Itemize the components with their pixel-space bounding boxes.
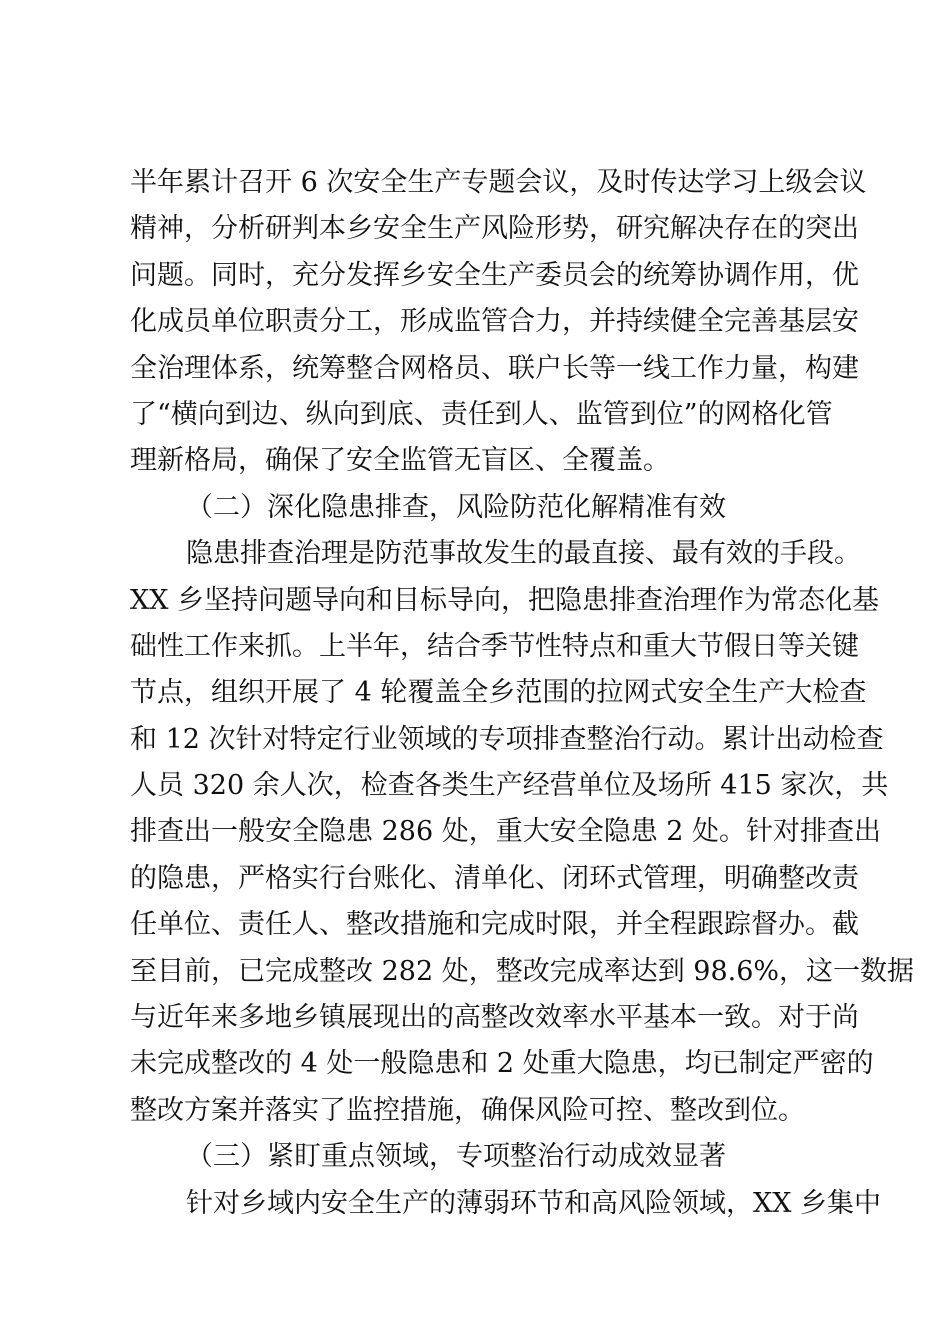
text-line: XX 乡坚持问题导向和目标导向，把隐患排查治理作为常态化基 [130, 584, 880, 616]
section-heading: （二）深化隐患排查，风险防范化解精准有效 [186, 491, 726, 523]
text-line: 针对乡域内安全生产的薄弱环节和高风险领域，XX 乡集中 [186, 1187, 882, 1219]
text-line: 任单位、责任人、整改措施和完成时限，并全程跟踪督办。截 [130, 909, 859, 941]
text-line: 人员 320 余人次，检查各类生产经营单位及场所 415 家次，共 [130, 770, 889, 802]
text-line: 未完成整改的 4 处一般隐患和 2 处重大隐患，均已制定严密的 [130, 1048, 874, 1080]
text-line: 整改方案并落实了监控措施，确保风险可控、整改到位。 [130, 1094, 805, 1126]
text-line: 理新格局，确保了安全监管无盲区、全覆盖。 [130, 445, 670, 477]
section-heading: （三）紧盯重点领域，专项整治行动成效显著 [186, 1141, 726, 1173]
text-line: 精神，分析研判本乡安全生产风险形势，研究解决存在的突出 [130, 213, 859, 245]
text-line: 排查出一般安全隐患 286 处，重大安全隐患 2 处。针对排查出 [130, 816, 882, 848]
text-line: 至目前，已完成整改 282 处，整改完成率达到 98.6%，这一数据 [130, 955, 915, 987]
text-line: 化成员单位职责分工，形成监管合力，并持续健全完善基层安 [130, 306, 859, 338]
body-text [130, 160, 915, 1227]
text-line: 问题。同时，充分发挥乡安全生产委员会的统筹协调作用，优 [130, 259, 859, 291]
text-line: 节点，组织开展了 4 轮覆盖全乡范围的拉网式安全生产大检查 [130, 677, 867, 709]
text-line: 和 12 次针对特定行业领域的专项排查整治行动。累计出动检查 [130, 723, 884, 755]
text-line: 础性工作来抓。上半年，结合季节性特点和重大节假日等关键 [130, 630, 859, 662]
text-line: 全治理体系，统筹整合网格员、联户长等一线工作力量，构建 [130, 352, 859, 384]
text-line: 与近年来多地乡镇展现出的高整改效率水平基本一致。对于尚 [130, 1002, 859, 1034]
text-line: 半年累计召开 6 次安全生产专题会议，及时传达学习上级会议 [130, 167, 867, 198]
text-line: 隐患排查治理是防范事故发生的最直接、最有效的手段。 [186, 538, 861, 570]
text-line: 的隐患，严格实行台账化、清单化、闭环式管理，明确整改责 [130, 862, 859, 894]
text-line: 了“横向到边、纵向到底、责任到人、监管到位”的网格化管 [130, 398, 833, 430]
